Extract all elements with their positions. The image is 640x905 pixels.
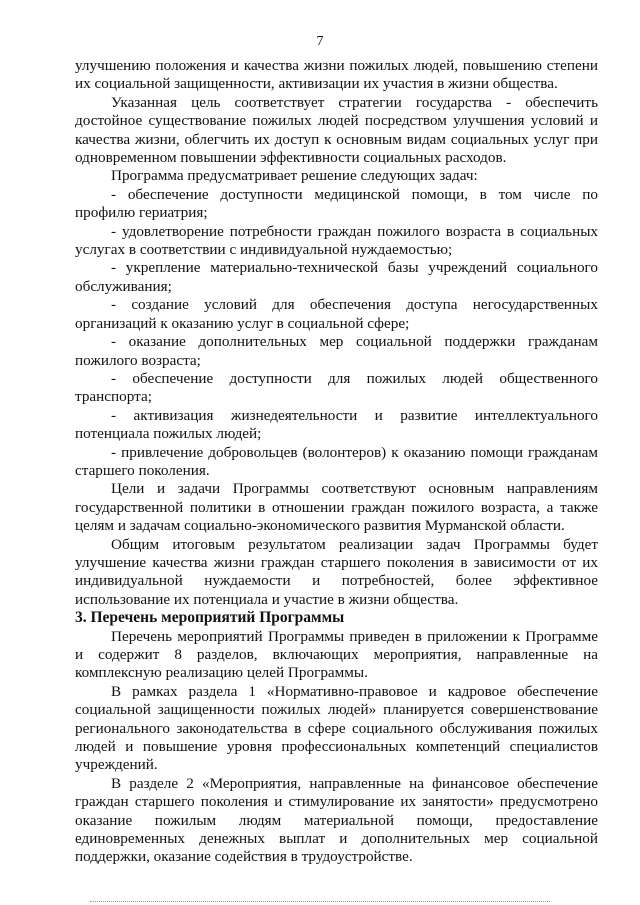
- page-content: [75, 57, 598, 867]
- paragraph: - привлечение добровольцев (волонтеров) к оказанию помощи гражданам старшего поколения.: [75, 443, 598, 479]
- paragraph: Перечень мероприятий Программы приведен в приложении к Программе и содержит 8 разделов, включающих мероприятия, направленные на комплексную реализацию целей Программы.: [75, 627, 598, 682]
- paragraph: - оказание дополнительных мер социальной поддержки гражданам пожилого возраста;: [75, 333, 598, 369]
- paragraph: улучшению положения и качества жизни пожилых людей, повышению степени их социальной защищенности, активизации их участия в жизни общества.: [75, 57, 598, 93]
- paragraph: Общим итоговым результатом реализации задач Программы будет улучшение качества жизни граждан старшего поколения в зависимости от их индивидуальной нуждаемости и потребностей, более эффективное использование их потенциала и участие в жизни общества.: [75, 535, 598, 608]
- paragraph: Программа предусматривает решение следующих задач:: [111, 167, 478, 185]
- paragraph: В разделе 2 «Мероприятия, направленные на финансовое обеспечение граждан старшего поколения и стимулирование их занятости» предусмотрено оказание пожилым людям материальной помощи, предоставление единовременных денежных выплат и дополнительных мер социальной поддержки, оказание содействия в трудоустройстве.: [75, 774, 598, 866]
- paragraph: - укрепление материально-технической базы учреждений социального обслуживания;: [75, 259, 598, 295]
- page-number: 7: [316, 34, 324, 49]
- paragraph: - обеспечение доступности для пожилых людей общественного транспорта;: [75, 369, 598, 406]
- section-heading: 3. Перечень мероприятий Программы: [75, 609, 345, 627]
- paragraph: - создание условий для обеспечения доступа негосударственных организаций к оказанию услуг в социальной сфере;: [75, 296, 598, 332]
- body-text-before-heading: [75, 57, 598, 609]
- paragraph: - удовлетворение потребности граждан пожилого возраста в социальных услугах в соответствии с индивидуальной нуждаемостью;: [75, 222, 598, 259]
- paragraph: Цели и задачи Программы соответствуют основным направлениям государственной политики в отношении граждан пожилого возраста, а также целям и задачам социально-экономического развития Мурманской области.: [75, 480, 598, 535]
- footer-divider: [90, 901, 550, 902]
- paragraph: - обеспечение доступности медицинской помощи, в том числе по профилю гериатрия;: [75, 185, 598, 222]
- paragraph: Указанная цель соответствует стратегии государства - обеспечить достойное существование пожилых людей посредством улучшения условий и качества жизни, облегчить их доступ к основным видам социальных услуг при одновременном повышении эффективности социальных расходов.: [75, 93, 598, 167]
- paragraph: - активизация жизнедеятельности и развитие интеллектуального потенциала пожилых людей;: [75, 406, 598, 443]
- body-text-after-heading: [75, 628, 598, 867]
- paragraph: В рамках раздела 1 «Нормативно-правовое и кадровое обеспечение социальной защищенности пожилых людей» планируется совершенствование регионального законодательства в сфере социального обслуживания пожилых людей и повышение уровня профессиональных компетенций специалистов учреждений.: [75, 682, 598, 774]
